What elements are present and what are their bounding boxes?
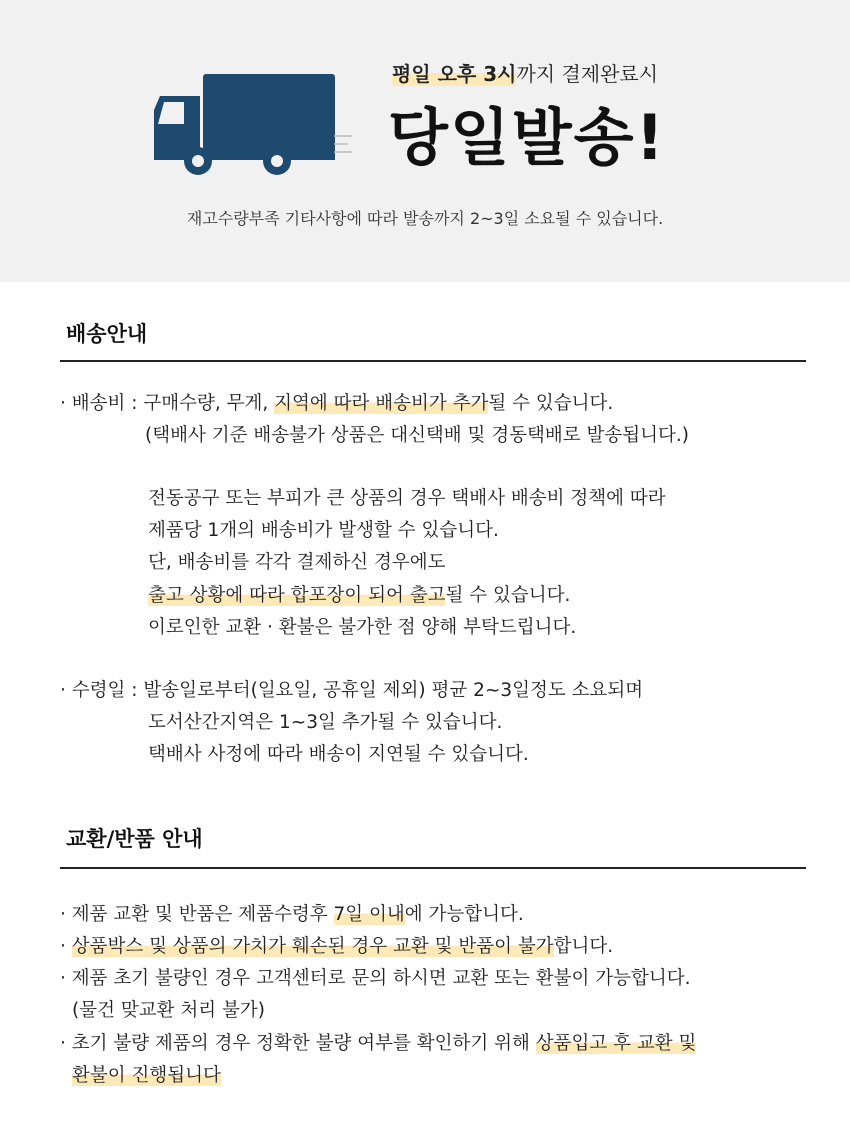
shipping-fee-label: · 배송비 : 구매수량, 무게,	[60, 393, 275, 414]
stock-delay-note: 재고수량부족 기타사항에 따라 발송까지 2~3일 소요될 수 있습니다.	[186, 209, 664, 228]
no-swap-note: (물건 맞교환 처리 불가)	[72, 1000, 265, 1021]
returns-divider	[60, 867, 806, 869]
weekday-cutoff-highlight: 평일 오후 3시	[392, 62, 517, 86]
bulky-item-text-5: 이로인한 교환 · 환불은 불가한 점 양해 부탁드립니다.	[148, 617, 577, 638]
shipping-fee-tail: 될 수 있습니다.	[488, 393, 614, 414]
refund-process-highlight: 환불이 진행됩니다	[72, 1065, 221, 1086]
bulky-item-text-4	[148, 583, 570, 609]
combined-packing-tail: 될 수 있습니다.	[445, 585, 571, 606]
headline: 당일발송!	[388, 101, 666, 174]
shipping-fee-line	[60, 391, 613, 417]
same-day-shipping-banner	[0, 0, 850, 282]
tagline-rest: 까지 결제완료시	[516, 62, 659, 86]
damaged-box-tail: 합니다.	[553, 936, 614, 957]
return-window-tail: 에 가능합니다.	[404, 904, 524, 925]
shipping-fee-courier-note: (택배사 기준 배송불가 상품은 대신택배 및 경동택배로 발송됩니다.)	[145, 425, 689, 446]
shipping-divider	[60, 360, 806, 362]
return-window-text: · 제품 교환 및 반품은 제품수령후	[60, 904, 334, 925]
remote-area-note: 도서산간지역은 1~3일 추가될 수 있습니다.	[148, 712, 503, 733]
bulky-item-text-2: 제품당 1개의 배송비가 발생할 수 있습니다.	[148, 520, 499, 541]
defect-check-highlight: 상품입고 후 교환 및	[535, 1033, 697, 1054]
refund-process-line	[72, 1063, 221, 1089]
initial-defect-line: · 제품 초기 불량인 경우 고객센터로 문의 하시면 교환 또는 환불이 가능합니다.	[60, 968, 691, 989]
bulky-item-text-3: 단, 배송비를 각각 결제하신 경우에도	[148, 552, 446, 573]
bullet: ·	[60, 936, 72, 957]
receipt-day-line: · 수령일 : 발송일로부터(일요일, 공휴일 제외) 평균 2~3일정도 소요되며	[60, 680, 644, 701]
damaged-box-highlight: 상품박스 및 상품의 가치가 훼손된 경우 교환 및 반품이 불가	[71, 936, 554, 957]
returns-section-title: 교환/반품 안내	[66, 827, 203, 851]
damaged-box-line	[60, 934, 613, 960]
return-window-line	[60, 902, 524, 928]
same-day-condition	[392, 58, 658, 87]
courier-delay-note: 택배사 사정에 따라 배송이 지연될 수 있습니다.	[148, 744, 529, 765]
defect-check-text: · 초기 불량 제품의 경우 정확한 불량 여부를 확인하기 위해	[60, 1033, 536, 1054]
bulky-item-text-1: 전동공구 또는 부피가 큰 상품의 경우 택배사 배송비 정책에 따라	[148, 488, 666, 509]
combined-packing-highlight: 출고 상황에 따라 합포장이 되어 출고	[148, 585, 446, 606]
defect-check-line	[60, 1031, 696, 1057]
return-window-highlight: 7일 이내	[333, 904, 405, 925]
delivery-truck-icon	[150, 66, 360, 178]
shipping-section-title: 배송안내	[66, 322, 148, 346]
shipping-fee-highlight: 지역에 따라 배송비가 추가	[274, 393, 489, 414]
